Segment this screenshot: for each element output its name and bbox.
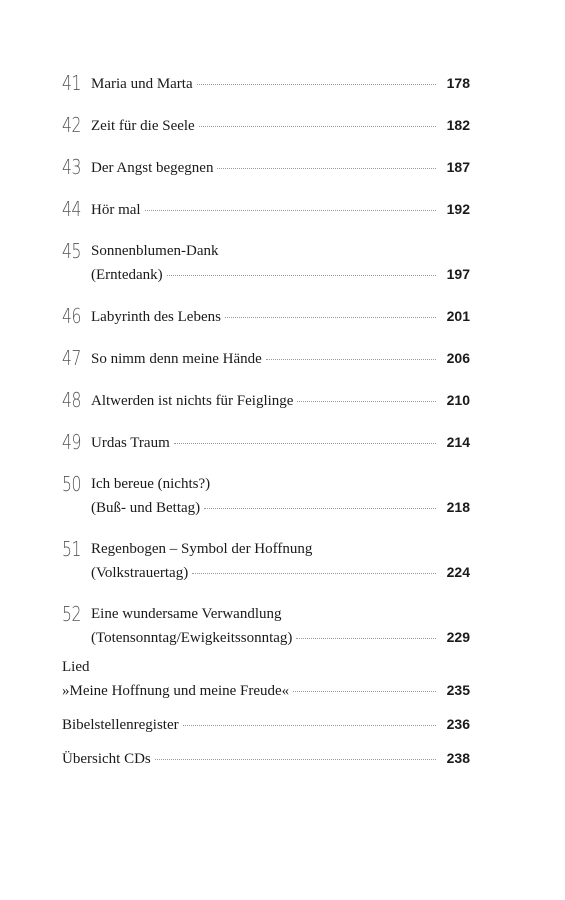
chapter-number: 45 [62, 239, 82, 263]
dot-leader [293, 691, 436, 692]
chapter-number: 49 [62, 430, 82, 454]
entry-line [62, 747, 470, 770]
chapter-number: 52 [62, 602, 82, 626]
entry-body [91, 603, 470, 649]
page-number: 214 [446, 434, 470, 450]
page-number: 238 [446, 750, 470, 766]
entry-title: (Erntedank) [91, 267, 163, 283]
chapter-number: 51 [62, 537, 82, 561]
entry-title: Eine wundersame Verwandlung [91, 606, 282, 622]
entry-body [91, 156, 470, 179]
chapter-number: 44 [62, 197, 82, 221]
entry-line [91, 538, 470, 560]
page-number: 192 [446, 201, 470, 217]
entry-title: Sonnenblumen-Dank [91, 243, 219, 259]
page-number: 235 [446, 682, 470, 698]
entry-title: So nimm denn meine Hände [91, 351, 262, 367]
back-matter-entry [62, 713, 470, 736]
entry-line [91, 603, 470, 625]
dot-leader [225, 317, 436, 318]
entry-body [62, 747, 470, 770]
table-of-contents [62, 72, 470, 668]
entry-body [91, 114, 470, 137]
entry-title: Regenbogen – Symbol der Hoffnung [91, 541, 313, 557]
entry-line [91, 496, 470, 519]
entry-body [91, 431, 470, 454]
toc-entry [62, 198, 470, 221]
toc-entry [62, 305, 470, 328]
dot-leader [204, 508, 436, 509]
dot-leader [183, 725, 436, 726]
entry-line [91, 240, 470, 262]
toc-entry [62, 431, 470, 454]
entry-title: Altwerden ist nichts für Feiglinge [91, 393, 294, 409]
entry-line [91, 263, 470, 286]
entry-title: Lied [62, 659, 90, 675]
dot-leader [297, 401, 436, 402]
chapter-number: 48 [62, 388, 82, 412]
entry-body [62, 656, 470, 702]
entry-line [62, 656, 470, 678]
entry-body [91, 240, 470, 286]
toc-entry [62, 538, 470, 584]
chapter-number: 46 [62, 304, 82, 328]
entry-body [91, 538, 470, 584]
dot-leader [266, 359, 436, 360]
page-number: 229 [446, 629, 470, 645]
entry-line [91, 561, 470, 584]
entry-title: Übersicht CDs [62, 751, 151, 767]
chapter-number: 41 [62, 71, 82, 95]
page-number: 182 [446, 117, 470, 133]
dot-leader [174, 443, 436, 444]
chapter-number: 42 [62, 113, 82, 137]
entry-title: (Volkstrauertag) [91, 565, 189, 581]
page-number: 178 [446, 75, 470, 91]
toc-entry [62, 347, 470, 370]
entry-title: Ich bereue (nichts?) [91, 476, 211, 492]
dot-leader [199, 126, 436, 127]
page-number: 197 [446, 266, 470, 282]
entry-title: (Buß- und Bettag) [91, 500, 201, 516]
entry-line [91, 198, 470, 221]
page-number: 201 [446, 308, 470, 324]
toc-entry [62, 389, 470, 412]
entry-line [62, 679, 470, 702]
entry-body [91, 72, 470, 95]
entry-title: Zeit für die Seele [91, 118, 195, 134]
dot-leader [217, 168, 436, 169]
toc-entry [62, 603, 470, 649]
entry-title: Urdas Traum [91, 435, 170, 451]
page-number: 218 [446, 499, 470, 515]
entry-body [91, 347, 470, 370]
entry-body [91, 198, 470, 221]
toc-entry [62, 114, 470, 137]
entry-title: (Totensonntag/Ewigkeitssonntag) [91, 630, 293, 646]
back-matter-entry [62, 656, 470, 702]
back-matter-entry [62, 747, 470, 770]
toc-entry [62, 240, 470, 286]
entry-title: »Meine Hoffnung und meine Freude« [62, 683, 290, 699]
chapter-number: 43 [62, 155, 82, 179]
entry-line [91, 305, 470, 328]
page-number: 187 [446, 159, 470, 175]
entry-body [91, 389, 470, 412]
entry-body [91, 473, 470, 519]
entry-line [91, 156, 470, 179]
entry-line [91, 473, 470, 495]
dot-leader [197, 84, 436, 85]
entry-line [91, 626, 470, 649]
dot-leader [145, 210, 436, 211]
page-number: 210 [446, 392, 470, 408]
chapter-number: 47 [62, 346, 82, 370]
entry-line [62, 713, 470, 736]
page-number: 206 [446, 350, 470, 366]
entry-line [91, 389, 470, 412]
entry-line [91, 114, 470, 137]
entry-title: Labyrinth des Lebens [91, 309, 221, 325]
toc-entry [62, 156, 470, 179]
entry-body [91, 305, 470, 328]
chapter-number: 50 [62, 472, 82, 496]
dot-leader [192, 573, 436, 574]
entry-body [62, 713, 470, 736]
back-matter-list [62, 656, 470, 781]
entry-title: Hör mal [91, 202, 141, 218]
entry-title: Maria und Marta [91, 76, 193, 92]
page-number: 224 [446, 564, 470, 580]
dot-leader [296, 638, 436, 639]
toc-entry [62, 473, 470, 519]
entry-title: Bibelstellenregister [62, 717, 179, 733]
entry-line [91, 72, 470, 95]
entry-line [91, 347, 470, 370]
page-number: 236 [446, 716, 470, 732]
dot-leader [167, 275, 436, 276]
entry-title: Der Angst begegnen [91, 160, 214, 176]
toc-entry [62, 72, 470, 95]
entry-line [91, 431, 470, 454]
dot-leader [155, 759, 436, 760]
